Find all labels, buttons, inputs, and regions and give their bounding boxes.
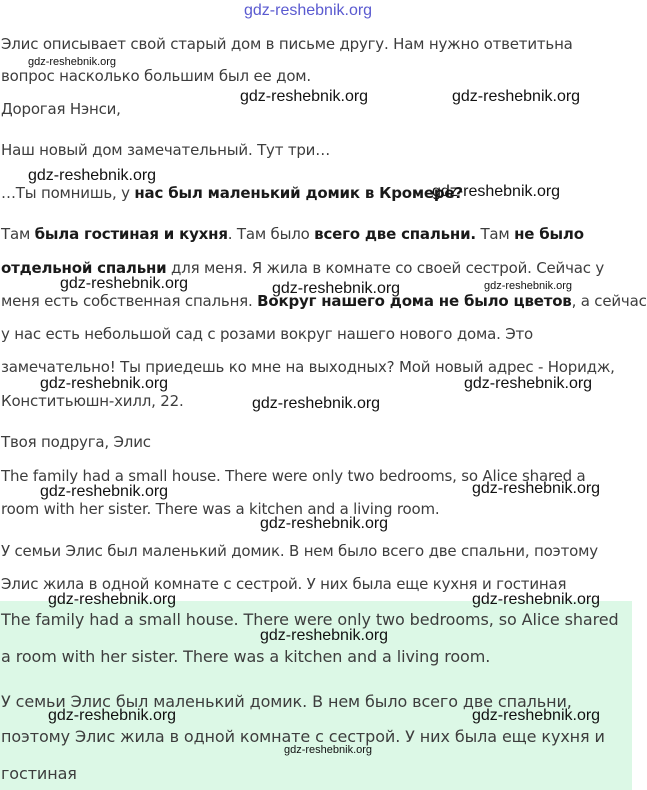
watermark: gdz-reshebnik.org	[252, 395, 381, 412]
answer2-ru-line-2: поэтому Элис жила в одной комнате с сестрой. У них была еще кухня и	[1, 727, 605, 746]
watermark: gdz-reshebnik.org	[260, 515, 389, 532]
intro-line-1: Элис описывает свой старый дом в письме другу. Нам нужно ответитьна	[1, 35, 573, 53]
watermark: gdz-reshebnik.org	[432, 183, 561, 200]
watermark: gdz-reshebnik.org	[484, 280, 573, 292]
letter-line-8: Конститьюшн-хилл, 22.	[1, 392, 184, 410]
watermark: gdz-reshebnik.org	[28, 56, 117, 68]
watermark: gdz-reshebnik.org	[472, 591, 601, 608]
letter-line-6: у нас есть небольшой сад с розами вокруг нашего нового дома. Это	[1, 325, 533, 343]
watermark: gdz-reshebnik.org	[40, 375, 169, 392]
watermark: gdz-reshebnik.org	[472, 707, 601, 724]
answer2-en-line-2: a room with her sister. There was a kitchen and a living room.	[1, 647, 491, 666]
answer1-en-line-1: The family had a small house. There were only two bedrooms, so Alice shared a	[1, 467, 586, 485]
watermark: gdz-reshebnik.org	[240, 88, 369, 105]
watermark: gdz-reshebnik.org	[272, 280, 401, 297]
answer1-ru-line-1: У семьи Элис был маленький домик. В нем было всего две спальни, поэтому	[1, 542, 598, 560]
letter-paragraph-1: Наш новый дом замечательный. Тут три…	[1, 141, 331, 159]
letter-greeting: Дорогая Нэнси,	[1, 100, 121, 118]
answer2-ru-line-3: гостиная	[1, 764, 77, 783]
letter-line-5: меня есть собственная спальня. Вокруг нашего дома не было цветов, а сейчас	[1, 292, 647, 310]
answer1-ru-line-2: Элис жила в одной комнате с сестрой. У них была еще кухня и гостиная	[1, 575, 567, 593]
watermark: gdz-reshebnik.org	[260, 627, 389, 644]
watermark: gdz-reshebnik.org	[28, 167, 157, 184]
letter-closing: Твоя подруга, Элис	[1, 433, 151, 451]
watermark: gdz-reshebnik.org	[60, 275, 189, 292]
watermark: gdz-reshebnik.org	[284, 744, 373, 756]
answer2-ru-line-1: У семьи Элис был маленький домик. В нем было всего две спальни,	[1, 692, 572, 711]
letter-line-3: Там была гостиная и кухня. Там было всего две спальни. Там не было	[1, 225, 584, 243]
watermark: gdz-reshebnik.org	[48, 591, 177, 608]
intro-line-2: вопрос насколько большим был ее дом.	[1, 67, 311, 85]
watermark: gdz-reshebnik.org	[464, 375, 593, 392]
answer1-en-line-2: room with her sister. There was a kitchen and a living room.	[1, 500, 440, 518]
watermark: gdz-reshebnik.org	[452, 88, 581, 105]
letter-line-2: …Ты помнишь, у нас был маленький домик в Кромере?	[1, 184, 463, 202]
letter-line-7: замечательно! Ты приедешь ко мне на выходных? Мой новый адрес - Норидж,	[1, 358, 615, 376]
letter-line-4: отдельной спальни для меня. Я жила в комнате со своей сестрой. Сейчас у	[1, 259, 605, 277]
watermark: gdz-reshebnik.org	[40, 483, 169, 500]
watermark: gdz-reshebnik.org	[48, 707, 177, 724]
answer2-en-line-1: The family had a small house. There were only two bedrooms, so Alice shared	[1, 610, 619, 629]
watermark-top: gdz-reshebnik.org	[244, 2, 373, 19]
watermark: gdz-reshebnik.org	[472, 480, 601, 497]
